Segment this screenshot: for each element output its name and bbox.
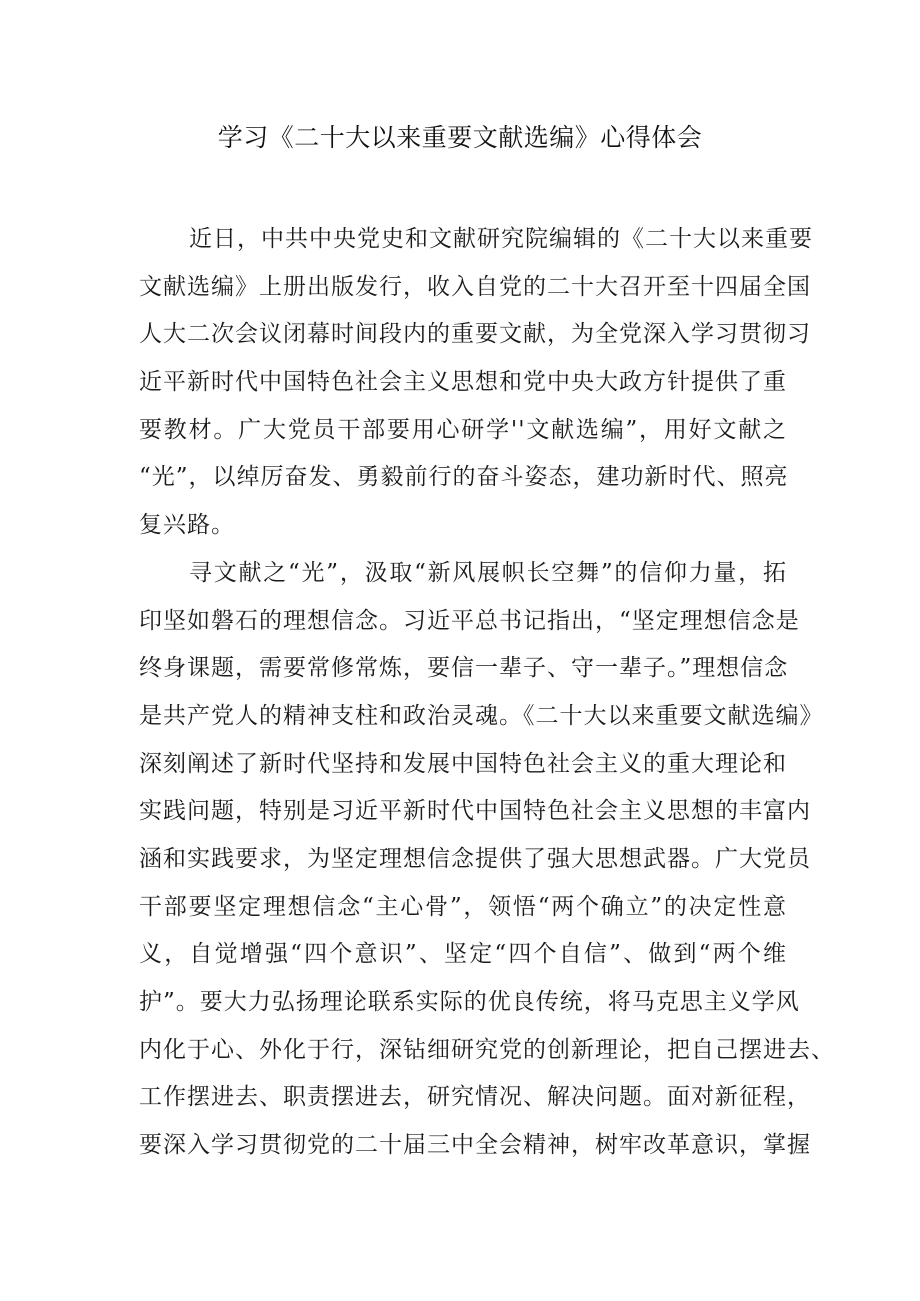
paragraph-line: 近平新时代中国特色社会主义思想和党中央大政方针提供了重	[139, 369, 787, 396]
paragraph-line: 是共产党人的精神支柱和政治灵魂。《二十大以来重要文献选编》	[139, 702, 824, 729]
paragraph-line: 要深入学习贯彻党的二十届三中全会精神，树牢改革意识，掌握	[139, 1132, 811, 1159]
paragraph-line: 深刻阐述了新时代坚持和发展中国特色社会主义的重大理论和	[139, 750, 787, 777]
paragraph-line: 人大二次会议闭幕时间段内的重要文献，为全党深入学习贯彻习	[139, 321, 811, 348]
paragraph-line: 近日，中共中央党史和文献研究院编辑的《二十大以来重要	[189, 226, 813, 252]
paragraph-line: 终身课题，需要常修常炼，要信一辈子、守一辈子。”理想信念	[139, 655, 789, 682]
paragraph-2	[139, 550, 835, 1170]
paragraph-line: 涵和实践要求，为坚定理想信念提供了强大思想武器。广大党员	[139, 845, 811, 872]
paragraph-line: 义，自觉增强“四个意识”、坚定“四个自信”、做到“两个维	[139, 941, 787, 968]
document-title: 学习《二十大以来重要文献选编》心得体会	[217, 123, 703, 152]
paragraph-line: 寻文献之“光”，汲取“新风展帜长空舞”的信仰力量，拓	[189, 559, 787, 586]
paragraph-line: 工作摆进去、职责摆进去，研究情况、解决问题。面对新征程，	[139, 1084, 811, 1111]
paragraph-line: 文献选编》上册出版发行，收入自党的二十大召开至十四届全国	[139, 273, 811, 300]
document-body	[139, 216, 835, 1170]
paragraph-line: 实践问题，特别是习近平新时代中国特色社会主义思想的丰富内	[139, 798, 811, 825]
paragraph-line: 印坚如磐石的理想信念。习近平总书记指出，“坚定理想信念是	[139, 607, 800, 634]
paragraph-line: 护”。要大力弘扬理论联系实际的优良传统，将马克思主义学风	[139, 989, 800, 1015]
paragraph-line: 内化于心、外化于行，深钻细研究党的创新理论，把自己摆进去、	[139, 1036, 835, 1063]
paragraph-line: 干部要坚定理想信念“主心骨”，领悟“两个确立”的决定性意	[139, 893, 787, 920]
paragraph-line: “光”，以绰厉奋发、勇毅前行的奋斗姿态，建功新时代、照亮	[139, 464, 789, 491]
paragraph-1	[139, 216, 813, 550]
paragraph-line: 复兴路。	[139, 512, 235, 539]
paragraph-line: 要教材。广大党员干部要用心研学''文献选编”，用好文献之	[139, 416, 787, 443]
